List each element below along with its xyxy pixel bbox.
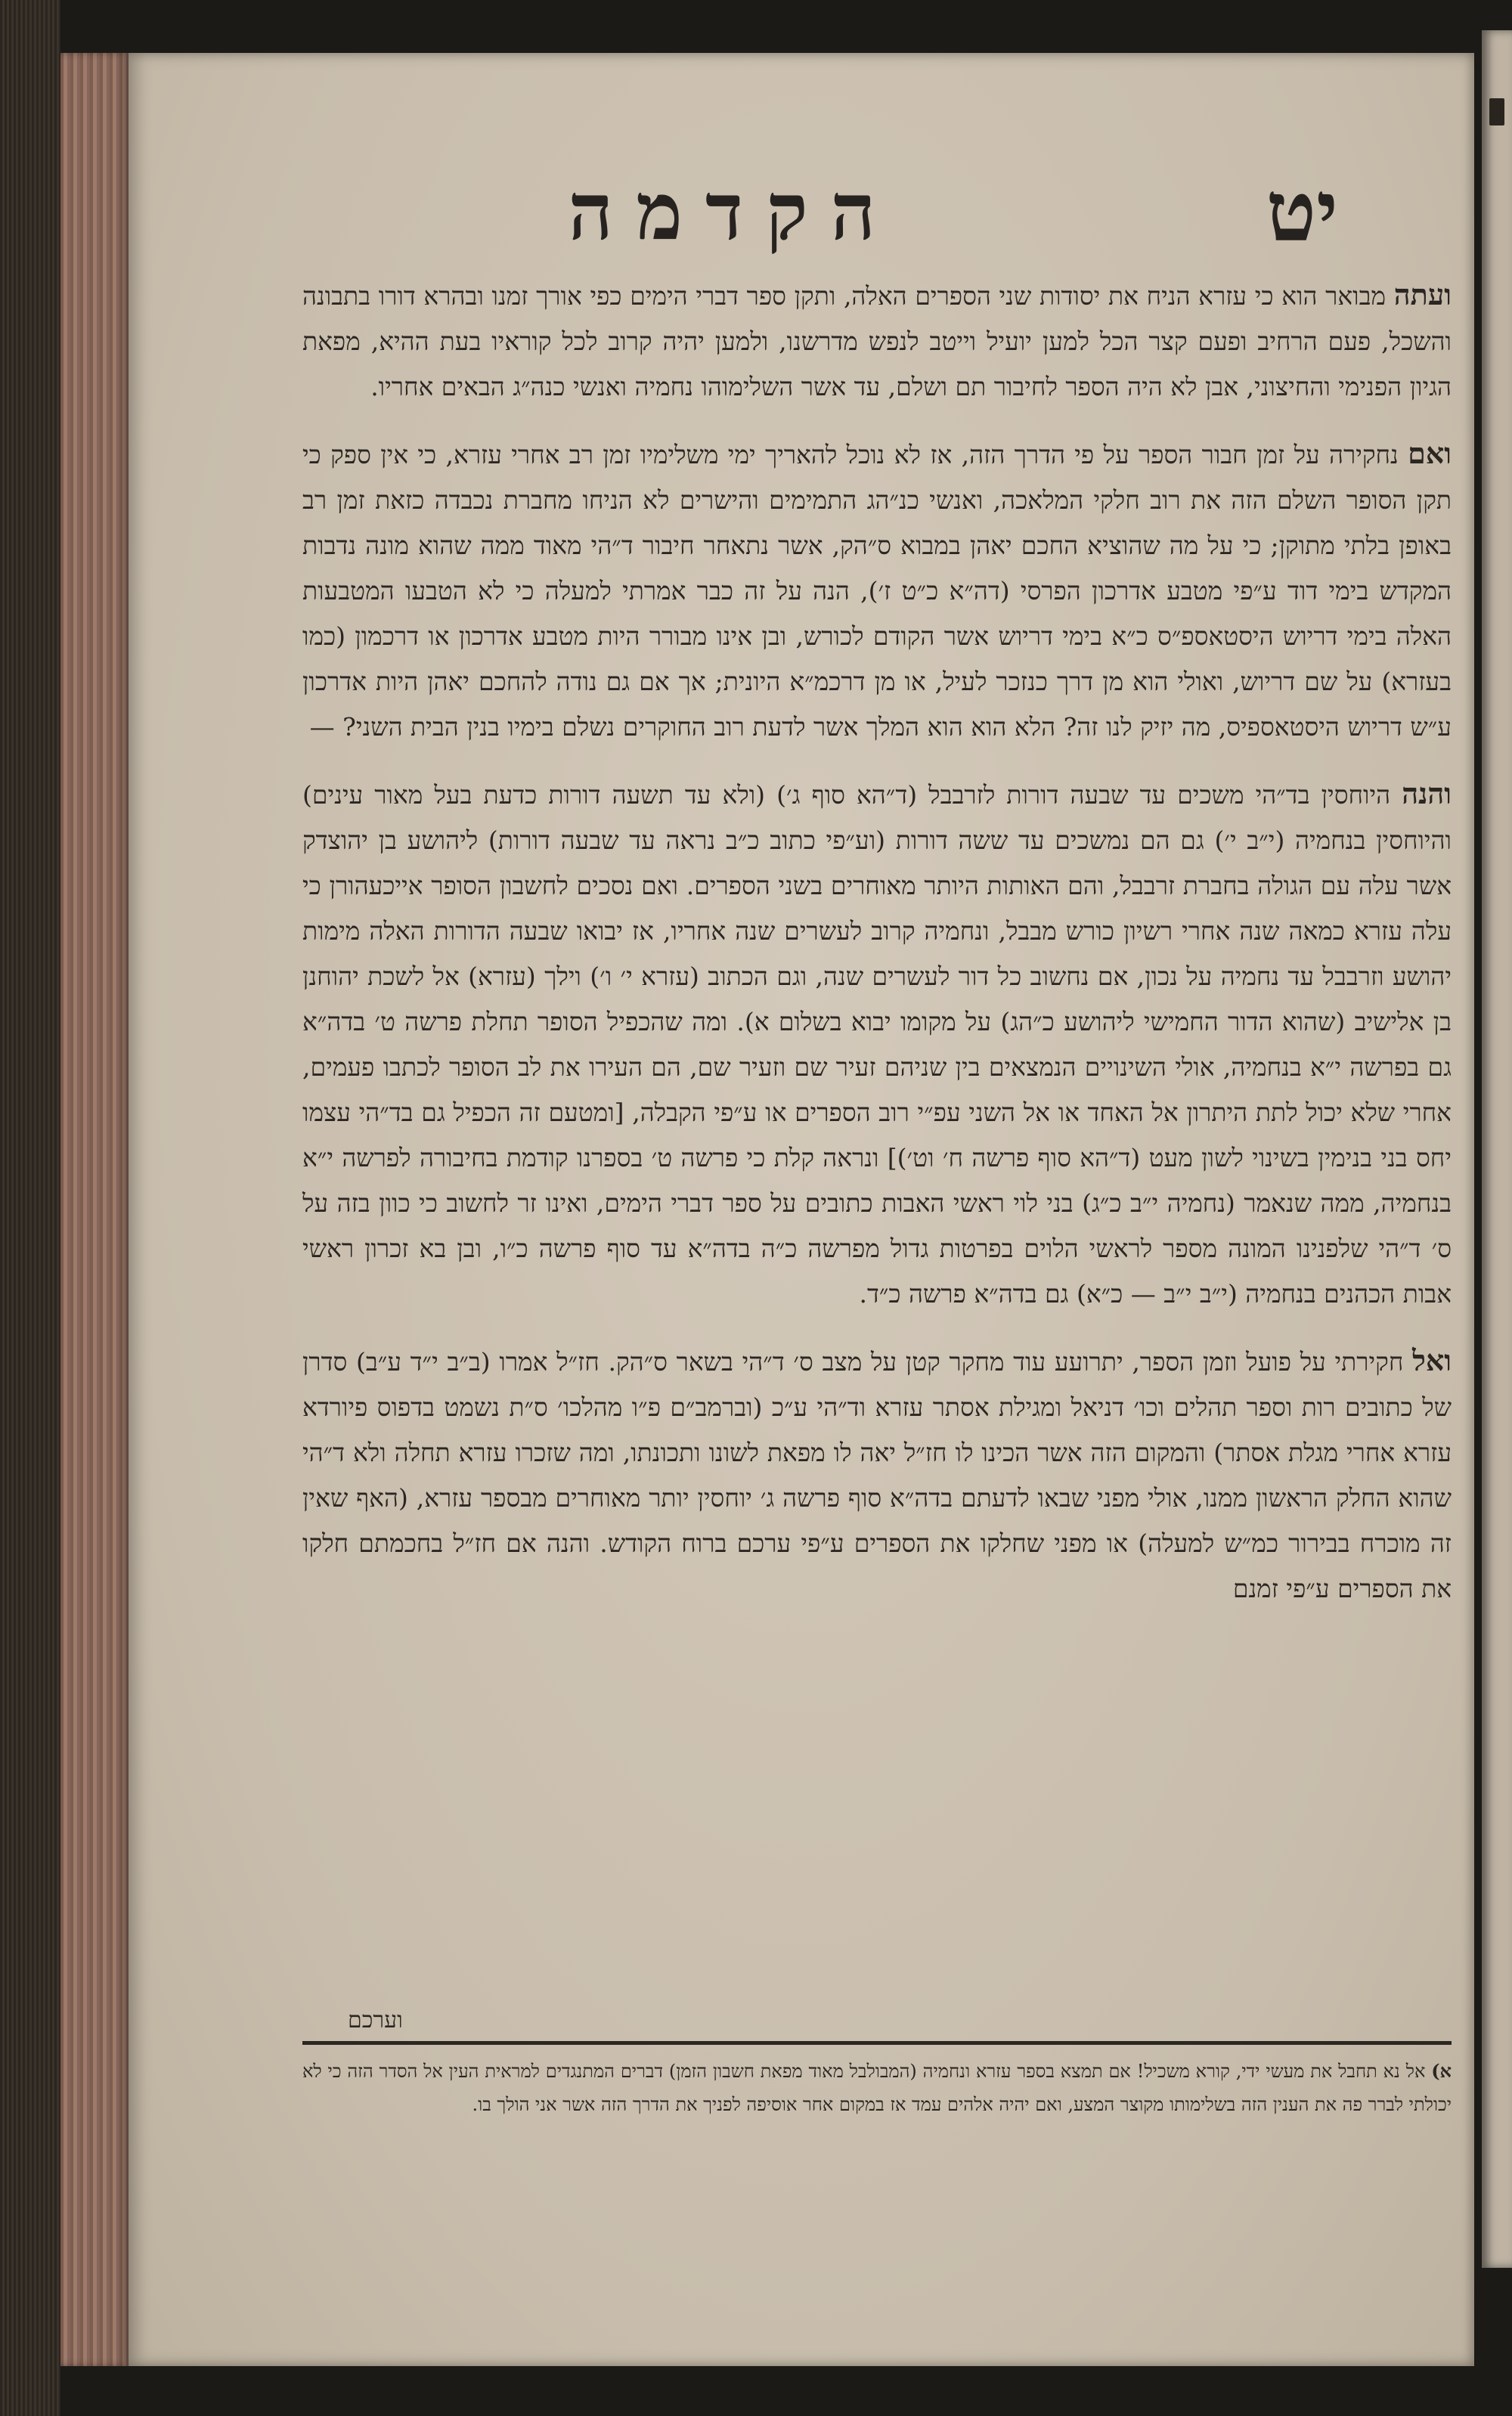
paragraph-text: מבואר הוא כי עזרא הניח את יסודות שני הספרים האלה, ותקן ספר דברי הימים כפי אורך זמנו ובהרא דורו בתבונה והשכל, פעם הרחיב ופעם קצר הכל למען יועיל וייטב לנפש מדרשנו, ולמען יהיה קרוב לכל קוראיו בעת ההיא, מפאת הגיון הפנימי והחיצוני, אבן לא היה הספר לחיבור תם ושלם, עד אשר השלימוהו נחמיה ואנשי כנה״ג הבאים אחריו. <box>302 281 1452 401</box>
paragraph <box>302 771 1452 1317</box>
paragraph-opening-word: והנה <box>1402 776 1452 810</box>
footnote-mark: א) <box>1431 2060 1452 2082</box>
page-number: יט <box>1266 163 1338 260</box>
main-text <box>302 272 1452 1633</box>
paragraph <box>302 272 1452 410</box>
book-edge <box>0 0 60 2416</box>
catchword: וערכם <box>348 2007 403 2033</box>
paragraph-text: נחקירה על זמן חבור הספר על פי הדרך הזה, אז לא נוכל להאריך ימי משלימיו זמן רב אחרי עזרא, כי אין ספק כי תקן הסופר השלם הזה את רוב חלקי המלאכה, ואנשי כנ״הג התמימים והישרים לא הניחו מחברת נכבדה כזאת זמן רב באופן בלתי מתוקן; כי על מה שהוציא החכם יאהן במבוא ס״הק, אשר נתאחר חיבור ד״הי מאוד ממה שהוא מונה נדבות המקדש בימי דוד ע״פי מטבע אדרכון הפרסי (דה״א כ״ט ז׳), הנה על זה כבר אמרתי למעלה כי לא הטבעו המטבעות האלה בימי דריוש היסטאספ״ס כ״א בימי דריוש אשר הקודם לכורש, ובן אינו מבורר היות מטבע אדרכון או דרכמון (כמו בעזרא) על שם דריוש, ואולי הוא מן דרך כנזכר לעיל, או מן דרכמ״א היונית; אך אם גם נודה להחכם יאהן היות אדרכון ע״ש דריוש היסטאספיס, מה יזיק לנו זה? הלא הוא הוא המלך אשר לדעת רוב החוקרים נשלם בימיו בנין הבית השני? — <box>302 440 1452 742</box>
page-header <box>129 151 1338 272</box>
paragraph-text: היוחסין בד״הי משכים עד שבעה דורות לזרבבל (ד״הא סוף ג׳) (ולא עד תשעה דורות כדעת בעל מאור עינים) והיוחסין בנחמיה (י״ב י׳) גם הם נמשכים עד ששה דורות (וע״פי כתוב כ״ב נראה עד שבעה דורות) ליהושע בן יהוצדק אשר עלה עם הגולה בחברת זרבבל, והם האותות היותר מאוחרים בשני הספרים. ואם נסכים לחשבון הסופר אייכעהורן כי עלה עזרא כמאה שנה אחרי רשיון כורש מבבל, ונחמיה קרוב לעשרים שנה אחריו, אז יבואו שבעה הדורות האלה מימות יהושע וזרבבל עד נחמיה על נכון, אם נחשוב כל דור לעשרים שנה, וגם הכתוב (עזרא י׳ ו׳) וילך (עזרא) אל לשכת יהוחנן בן אלישיב (שהוא הדור החמישי ליהושע כ״הג) על מקומו יבוא בשלום א). ומה שהכפיל הסופר תחלת פרשה ט׳ בדה״א גם בפרשה י״א בנחמיה, אולי השינויים הנמצאים בין שניהם זעיר שם וזעיר שם, הם העירו את לב הסופר לכתבו פעמים, אחרי שלא יכול לתת היתרון אל האחד או אל השני עפ״י רוב הספרים או ע״פי הקבלה, [ומטעם זה הכפיל גם בד״הי עצמו יחס בני בנימין בשינוי לשון מעט (ד״הא סוף פרשה ח׳ וט׳)] ונראה קלת כי פרשה ט׳ בספרנו קודמת בחיבורה לפרשה י״א בנחמיה, ממה שנאמר (נחמיה י״ב כ״ג) בני לוי ראשי האבות כתובים על ספר דברי הימים, ואינו זר לחשוב כי כוון בזה על ס׳ ד״הי שלפנינו המונה מספר לראשי הלוים בפרטות גדול מפרשה כ״ה בדה״א עד סוף פרשה כ״ו, ובן בא זכרון ראשי אבות הכהנים בנחמיה (י״ב י״ב — כ״א) גם בדה״א פרשה כ״ד. <box>302 780 1452 1309</box>
facing-page-edge <box>1482 30 1512 2268</box>
page-block-edge <box>60 53 129 2366</box>
footnote <box>302 2055 1452 2121</box>
facing-page-mark <box>1489 98 1504 125</box>
paragraph <box>302 1338 1452 1612</box>
paragraph-opening-word: ואל <box>1412 1343 1452 1377</box>
paragraph-opening-word: ואם <box>1408 436 1452 470</box>
footnote-rule <box>302 2041 1452 2045</box>
footnote-text: אל נא תחבל את מעשי ידי, קורא משכיל! אם תמצא בספר עזרא ונחמיה (המבולבל מאוד מפאת חשבון הזמן) דברים המתנגדים למראית העין אל הסדר הזה כי לא יכולתי לברר פה את הענין הזה בשלימותו מקוצר המצע, ואם יהיה אלהים עמד אז במקום אחר אוסיפה לפניך את הדרך הזה אשר אני הולך בו. <box>302 2061 1452 2115</box>
paragraph-text: חקירתי על פועל וזמן הספר, יתרועע עוד מחקר קטן על מצב ס׳ ד״הי בשאר ס״הק. חז״ל אמרו (ב״ב י״ד ע״ב) סדרן של כתובים רות וספר תהלים וכו׳ דניאל ומגילת אסתר עזרא וד״הי ע״כ (וברמב״ם פ״ו מהלכו׳ ס״ת נשמט בדפוס פיורדא עזרא אחרי מגלת אסתר) והמקום הזה אשר הכינו לו חז״ל יאה לו מפאת לשונו ותכונתו, ומה שזכרו עזרא תחלה ולא ד״הי שהוא החלק הראשון ממנו, אולי מפני שבאו לדעתם בדה״א סוף פרשה ג׳ יוחסין יותר מאוחרים מבספר עזרא, (האף שאין זה מוכרח בבירור כמ״ש למעלה) או מפני שחלקו את הספרים ע״פי ערכם ברוח הקודש. והנה אם חז״ל בחכמתם חלקו את הספרים ע״פי זמנם <box>302 1347 1452 1603</box>
running-title: הקדמה <box>568 165 899 258</box>
paragraph-opening-word: ועתה <box>1393 277 1452 311</box>
paragraph <box>302 431 1452 750</box>
